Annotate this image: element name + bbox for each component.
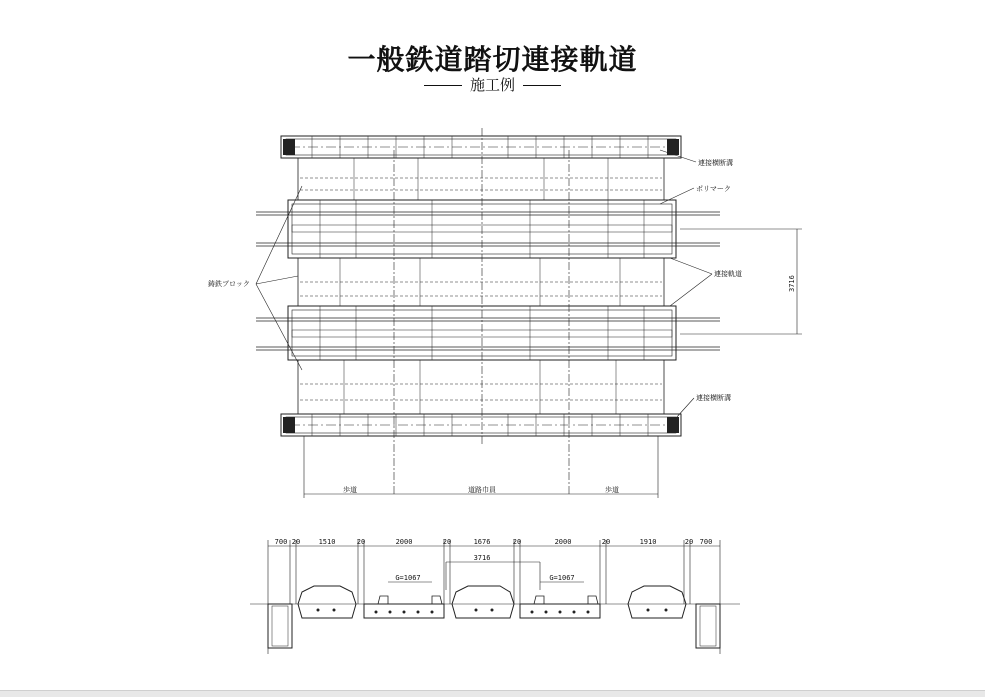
dim-700-left: 700: [274, 538, 288, 546]
dim-20-c: 20: [442, 538, 452, 546]
rail-track-upper: [256, 200, 720, 258]
label-rail-track: 連接軌道: [714, 270, 742, 278]
dim-20-b: 20: [356, 538, 366, 546]
dim-20-e: 20: [601, 538, 611, 546]
label-sidewalk-left: 歩道: [343, 486, 357, 494]
label-polymark: ポリマーク: [696, 185, 731, 193]
section-blocks: [298, 586, 686, 618]
dim-overall-3716: 3716: [473, 554, 491, 562]
top-groove: [281, 136, 681, 158]
plan-view: [256, 128, 802, 498]
bottom-groove: [281, 414, 681, 436]
fastener-dots: [317, 609, 668, 614]
foundations: [268, 604, 720, 648]
dim-20-a: 20: [291, 538, 301, 546]
label-cast-block: 鋳鉄ブロック: [208, 280, 250, 288]
horizontal-scrollbar[interactable]: [0, 690, 985, 697]
leader-lines: [256, 150, 712, 418]
dim-20-d: 20: [512, 538, 522, 546]
dim-1510: 1510: [318, 538, 336, 546]
page-title: 一般鉄道踏切連接軌道: [347, 43, 638, 76]
label-road-width: 道路巾員: [468, 486, 496, 494]
dim-700-right: 700: [699, 538, 713, 546]
dim-gauge-left: G=1067: [395, 574, 421, 582]
dim-2000-left: 2000: [395, 538, 413, 546]
section-dimension-lines: [268, 540, 720, 654]
block-rows: [298, 158, 664, 414]
subtitle-text: 施工例: [469, 76, 515, 94]
dim-1676: 1676: [473, 538, 491, 546]
dim-gauge-right: G=1067: [549, 574, 575, 582]
dim-2000-right: 2000: [554, 538, 572, 546]
dim-1910: 1910: [639, 538, 657, 546]
rail-track-lower: [256, 306, 720, 360]
dim-20-f: 20: [684, 538, 694, 546]
center-lines: [394, 128, 569, 496]
label-sidewalk-right: 歩道: [605, 486, 619, 494]
dim-vertical-3716: 3716: [788, 275, 796, 292]
label-groove-top: 連接横断溝: [698, 159, 733, 167]
label-groove-bottom: 連接横断溝: [696, 394, 731, 402]
section-view: [250, 540, 740, 654]
